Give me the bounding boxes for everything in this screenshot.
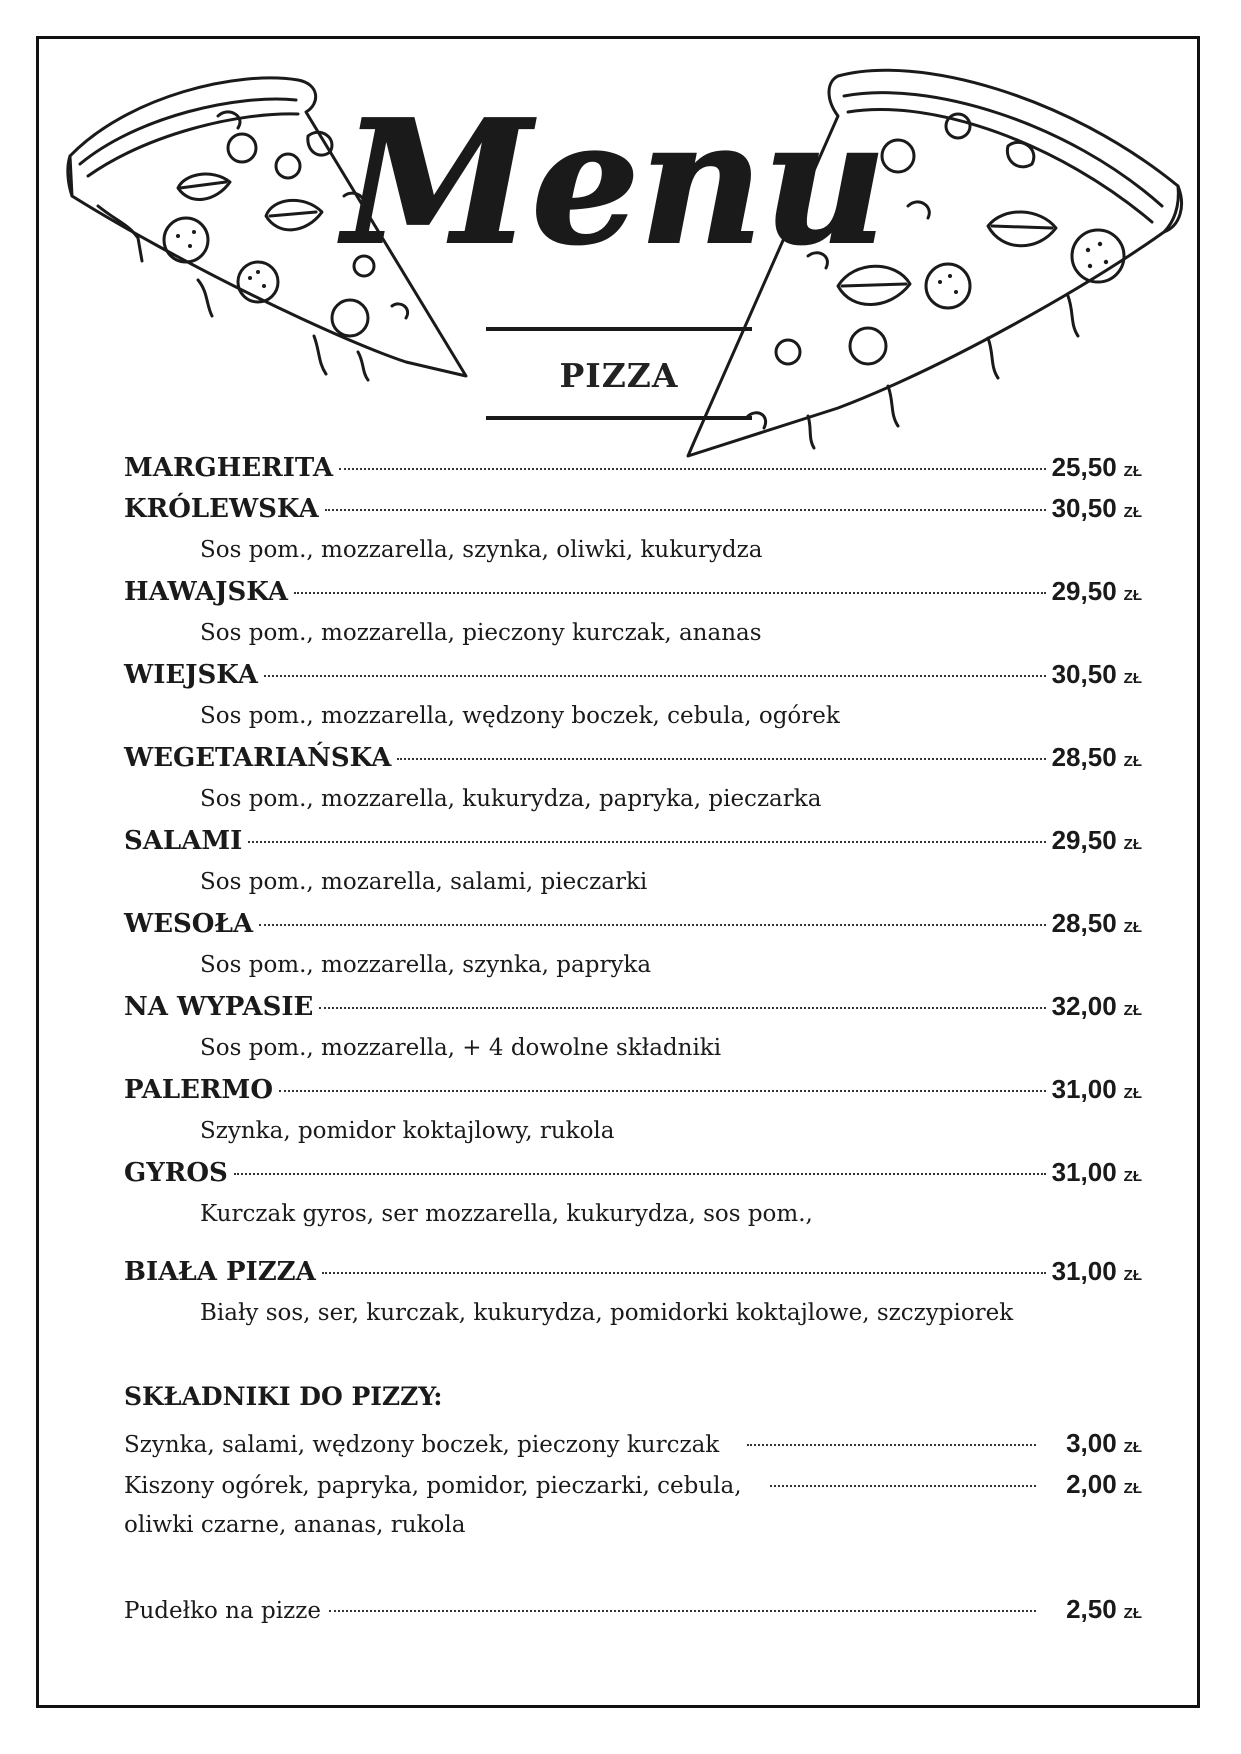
section-rule-bottom xyxy=(486,416,752,420)
pizza-price: 28,50 xyxy=(1051,908,1117,938)
menu-title xyxy=(343,70,887,300)
pizza-row-na-wypasie xyxy=(124,991,1142,1027)
pizza-name: WIEJSKA xyxy=(124,660,258,690)
currency: ZŁ xyxy=(1123,463,1142,480)
dot-leader xyxy=(319,1007,1045,1009)
currency: ZŁ xyxy=(1123,1267,1142,1284)
pizza-name: MARGHERITA xyxy=(124,453,334,483)
currency: ZŁ xyxy=(1123,1439,1142,1456)
currency: ZŁ xyxy=(1123,1605,1142,1622)
extra-row-vegetables xyxy=(124,1469,1142,1505)
dot-leader xyxy=(248,841,1045,843)
currency: ZŁ xyxy=(1123,836,1142,853)
pizza-name: GYROS xyxy=(124,1158,228,1188)
pizza-price: 29,50 xyxy=(1051,825,1117,855)
currency: ZŁ xyxy=(1123,670,1142,687)
pizza-price: 30,50 xyxy=(1051,493,1117,523)
pizza-price: 25,50 xyxy=(1051,452,1117,482)
pizza-row-salami xyxy=(124,825,1142,861)
pizza-description: Sos pom., mozzarella, + 4 dowolne składniki xyxy=(200,1035,722,1061)
extra-row-meat xyxy=(124,1428,1142,1464)
dot-leader xyxy=(279,1090,1046,1092)
pizza-description: Sos pom., mozzarella, szynka, papryka xyxy=(200,952,652,978)
pizza-description: Sos pom., mozzarella, wędzony boczek, cebula, ogórek xyxy=(200,703,840,729)
pizza-description: Sos pom., mozzarella, pieczony kurczak, ananas xyxy=(200,620,762,646)
currency: ZŁ xyxy=(1123,1085,1142,1102)
dot-leader xyxy=(339,468,1046,470)
dot-leader xyxy=(264,675,1046,677)
pizza-name: PALERMO xyxy=(124,1075,273,1105)
extra-text-continuation: oliwki czarne, ananas, rukola xyxy=(124,1512,466,1538)
dot-leader xyxy=(294,592,1046,594)
pizza-row-biala-pizza xyxy=(124,1256,1142,1292)
currency: ZŁ xyxy=(1123,587,1142,604)
pizza-name: HAWAJSKA xyxy=(124,577,288,607)
currency: ZŁ xyxy=(1123,1480,1142,1497)
pizza-price: 29,50 xyxy=(1051,576,1117,606)
currency: ZŁ xyxy=(1123,919,1142,936)
pizza-name: BIAŁA PIZZA xyxy=(124,1257,316,1287)
extra-price: 2,00 xyxy=(1066,1469,1117,1499)
extra-price: 3,00 xyxy=(1066,1428,1117,1458)
pizza-name: NA WYPASIE xyxy=(124,992,314,1022)
currency: ZŁ xyxy=(1123,753,1142,770)
pizza-name: WEGETARIAŃSKA xyxy=(124,743,392,773)
currency: ZŁ xyxy=(1123,504,1142,521)
section-title-pizza: PIZZA xyxy=(559,356,679,395)
pizza-description: Sos pom., mozzarella, kukurydza, papryka, pieczarka xyxy=(200,786,822,812)
pizza-description: Sos pom., mozarella, salami, pieczarki xyxy=(200,869,648,895)
pizza-price: 31,00 xyxy=(1051,1256,1117,1286)
dot-leader xyxy=(325,509,1046,511)
pizza-price: 31,00 xyxy=(1051,1074,1117,1104)
dot-leader xyxy=(322,1272,1046,1274)
pizza-description: Kurczak gyros, ser mozzarella, kukurydza, sos pom., xyxy=(200,1201,813,1227)
pizza-row-wegetarianska xyxy=(124,742,1142,778)
box-text: Pudełko na pizze xyxy=(124,1598,321,1624)
extra-text: Kiszony ogórek, papryka, pomidor, pieczarki, cebula, xyxy=(124,1473,742,1499)
pizza-description: Szynka, pomidor koktajlowy, rukola xyxy=(200,1118,615,1144)
currency: ZŁ xyxy=(1123,1168,1142,1185)
dot-leader xyxy=(259,924,1046,926)
pizza-description: Biały sos, ser, kurczak, kukurydza, pomidorki koktajlowe, szczypiorek xyxy=(200,1300,1014,1326)
box-price: 2,50 xyxy=(1066,1594,1117,1624)
pizza-price: 31,00 xyxy=(1051,1157,1117,1187)
extras-heading: SKŁADNIKI DO PIZZY: xyxy=(124,1382,443,1411)
pizza-row-gyros xyxy=(124,1157,1142,1193)
menu-title-text: Menu xyxy=(343,83,887,283)
pizza-row-hawajska xyxy=(124,576,1142,612)
pizza-name: WESOŁA xyxy=(124,909,254,939)
pizza-row-krolewska xyxy=(124,493,1142,529)
pizza-price: 32,00 xyxy=(1051,991,1117,1021)
pizza-name: KRÓLEWSKA xyxy=(124,494,319,524)
dot-leader xyxy=(234,1173,1046,1175)
box-row xyxy=(124,1594,1142,1630)
pizza-row-wesola xyxy=(124,908,1142,944)
section-rule-top xyxy=(486,327,752,331)
extra-text: Szynka, salami, wędzony boczek, pieczony kurczak xyxy=(124,1432,720,1458)
pizza-row-wiejska xyxy=(124,659,1142,695)
pizza-description: Sos pom., mozzarella, szynka, oliwki, kukurydza xyxy=(200,537,763,563)
dot-leader xyxy=(397,758,1045,760)
currency: ZŁ xyxy=(1123,1002,1142,1019)
pizza-row-palermo xyxy=(124,1074,1142,1110)
pizza-price: 30,50 xyxy=(1051,659,1117,689)
dot-leader xyxy=(329,1610,1036,1612)
dot-leader xyxy=(747,1444,1036,1446)
pizza-price: 28,50 xyxy=(1051,742,1117,772)
dot-leader xyxy=(770,1485,1037,1487)
pizza-row-margherita xyxy=(124,452,1142,488)
pizza-name: SALAMI xyxy=(124,826,243,856)
